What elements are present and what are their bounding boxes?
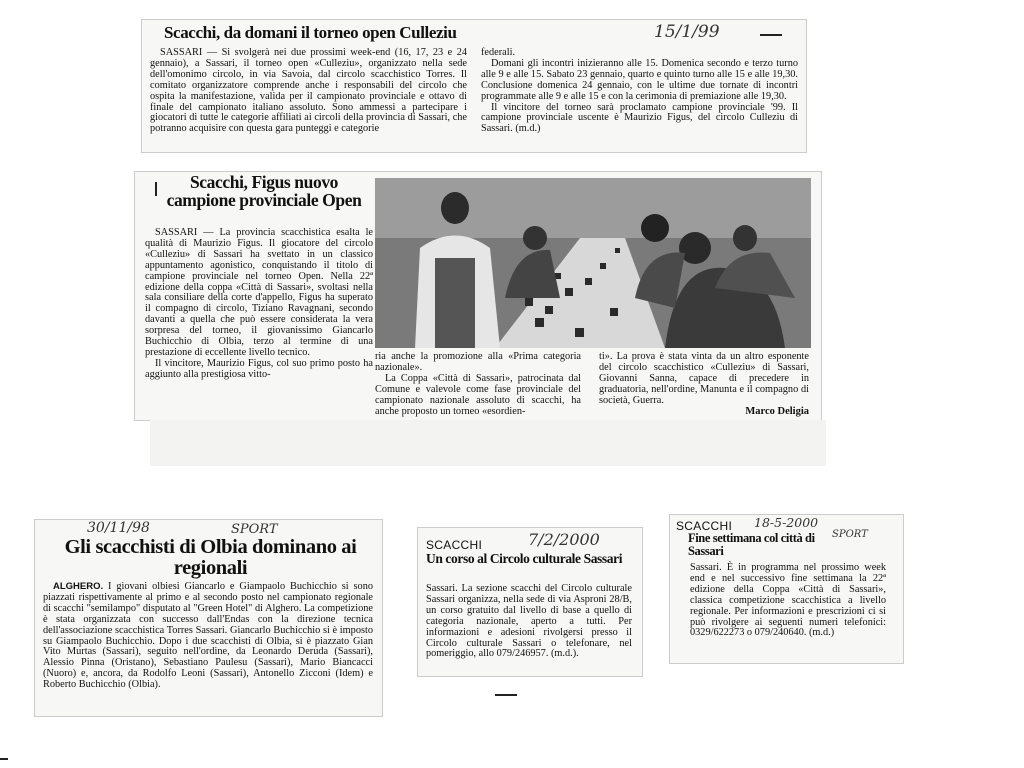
- photo-graphic: [375, 178, 811, 348]
- scan-edge-mark: [0, 758, 8, 760]
- article-body: [150, 48, 798, 135]
- clipping-corso-circolo: [418, 528, 642, 676]
- rule-mark: [495, 694, 517, 696]
- handwritten-date: 30/11/98: [87, 520, 150, 536]
- column-3: [599, 352, 809, 417]
- column-2: [375, 352, 581, 417]
- headline: Scacchi, Figus nuovo campione provinciale Open: [166, 172, 362, 210]
- handwritten-date: 18-5-2000: [754, 515, 819, 530]
- column-3-text: ti». La prova è stata vinta da un altro esponente del circolo scacchistico «Culleziu» di Sassari, Giovanni Sanna, capace di precedere in graduatoria, nell'ordine, Manunta e il compagno di società, Guerra.: [599, 351, 809, 406]
- article-text: I giovani olbiesi Giancarlo e Giampaolo Buchicchio si sono piazzati rispettivamente al primo e al secondo posto nel campionato regionale di scacchi "semilampo" disputato al "Green Hotel" di Alghero. La competizione è stata organizzata con successo dall'Endas con la direzione tecnica dell'associazione scacchistica Torres Sassari. Giancarlo Buchicchio si è imposto su Giampaolo Buchicchio. Dopo i due scacchisti di Olbia, si è piazzato Gian Vito Murtas (Sassari), seguito nell'ordine, da Leonardo Deruda (Sassari), Alessio Pinna (Oristano), Sebastiano Paulesu (Sassari), Mario Biancacci (Nuoro) e, ancora, da Rodolfo Leoni (Sassari), Antonello Zicconi (Idem) e Roberto Buchicchio (Olbia).: [43, 581, 374, 691]
- clipping-scacchisti-olbia: [35, 520, 382, 716]
- clipping-figus-campione: [135, 172, 821, 420]
- article-text: Sassari. La sezione scacchi del Circolo culturale Sassari organizza, nella sede di via Asproni 28/B, un corso gratuito dal livello di base a quello di categoria nazionale, aperto a tutti. Per informazioni e adesioni rivolgersi presso il Circolo culturale Sassari o telefonare, nel pomeriggio, allo 079/246957. (m.d.).: [426, 583, 632, 660]
- headline: Gli scacchisti di Olbia dominano ai regionali: [64, 536, 357, 579]
- headline: Scacchi, da domani il torneo open Culleziu: [164, 23, 457, 42]
- bracket-mark: [155, 182, 157, 196]
- clipping-paper-tail: [150, 420, 826, 466]
- handwritten-date: 7/2/2000: [528, 530, 600, 549]
- column-2-lead: ria anche la promozione alla «Prima categoria nazionale».: [375, 351, 581, 373]
- article-text: Sassari. È in programma nel prossimo week end e nel successivo fine settimana la 22ª edizione della Coppa «Città di Sassari», classica competizione scacchistica a livello regionale. Per informazioni e prescrizioni ci si può rivolgere ai seguenti numeri telefonici: 0329/622273 o 079/240640. (m.d.): [690, 562, 886, 639]
- column-1-para-1: SASSARI — La provincia scacchistica esalta le qualità di Maurizio Figus. Il giocatore del circolo «Culleziu» di Sassari ha svettato in un classico appuntamento agonistico, conquistando il titolo di campione provinciale nel torneo Open. Nella 22ª edizione della coppa «Città di Sassari», svoltasi nella sala consiliare della corte d'appello, Figus ha superato il compagno di circolo, Tiziano Ravagnani, secondo davanti a quella che può essere considerata la vera sorpresa del torneo, il giovanissimo Giancarlo Buchicchio di Olbia, terzo al termine di una prestazione di eccellente livello tecnico.: [145, 227, 373, 358]
- column-2-para: La Coppa «Città di Sassari», patrocinata dal Comune e valevole come fase provinciale del campionato nazionale assoluto di scacchi, ha anche proposto un torneo «esordien-: [375, 372, 581, 417]
- column-1-para-2: Il vincitore, Maurizio Figus, col suo primo posto ha aggiunto alla prestigiosa vitto-: [145, 357, 373, 380]
- column-1: SASSARI — Si svolgerà nei due prossimi week-end (16, 17, 23 e 24 gennaio), a Sassari, il torneo open «Culleziu», organizzato nella sede dell'omonimo circolo, in via Savoia, dal circolo scacchistico Torres. Il comitato organizzatore comprende anche i responsabili del circolo che ospita la manifestazione, valida per il campionato provinciale e ottavo di finale del campionato italiano assoluto. Sono ammessi a partecipare i giocatori di tutte le categorie affiliati ai circoli della provincia di Sassari, che potranno acquisire con questa gara punteggi e categorie: [150, 47, 467, 135]
- headline: Fine settimana col città di Sassari: [688, 531, 815, 558]
- kicker: SCACCHI: [676, 519, 733, 533]
- rule-mark: [760, 34, 782, 36]
- handwritten-tag: SPORT: [832, 529, 868, 540]
- chess-players-photo: [375, 178, 811, 348]
- byline: Marco Deligia: [745, 405, 809, 417]
- dateline: ALGHERO.: [53, 581, 104, 592]
- handwritten-date: 15/1/99: [654, 22, 720, 42]
- clipping-fine-settimana: [670, 515, 903, 663]
- column-2-para-2: Il vincitore del torneo sarà proclamato campione provinciale '99. Il campione provinciale uscente è Maurizio Figus, del circolo Culleziu di Sassari. (m.d.): [481, 101, 798, 135]
- article-body: [690, 563, 886, 639]
- clipping-torneo-culleziu: [142, 20, 806, 152]
- column-1: [145, 228, 373, 381]
- handwritten-tag: SPORT: [231, 522, 278, 537]
- headline: Un corso al Circolo culturale Sassari: [426, 551, 623, 566]
- column-2-lead: federali.: [481, 47, 516, 58]
- article-body: [43, 582, 373, 691]
- kicker: SCACCHI: [426, 538, 483, 552]
- article-body: [426, 584, 632, 660]
- column-2-para-1: Domani gli incontri inizieranno alle 15. Domenica secondo e terzo turno alle 9 e alle 15. Sabato 23 gennaio, quarto e quinto turno alle 15 e alle 19,30. Conclusione domenica 24 gennaio, con le ultime due tornate di incontri programmate alle 9 e alle 15 e con la cerimonia di premiazione alle 19,30.: [481, 57, 798, 102]
